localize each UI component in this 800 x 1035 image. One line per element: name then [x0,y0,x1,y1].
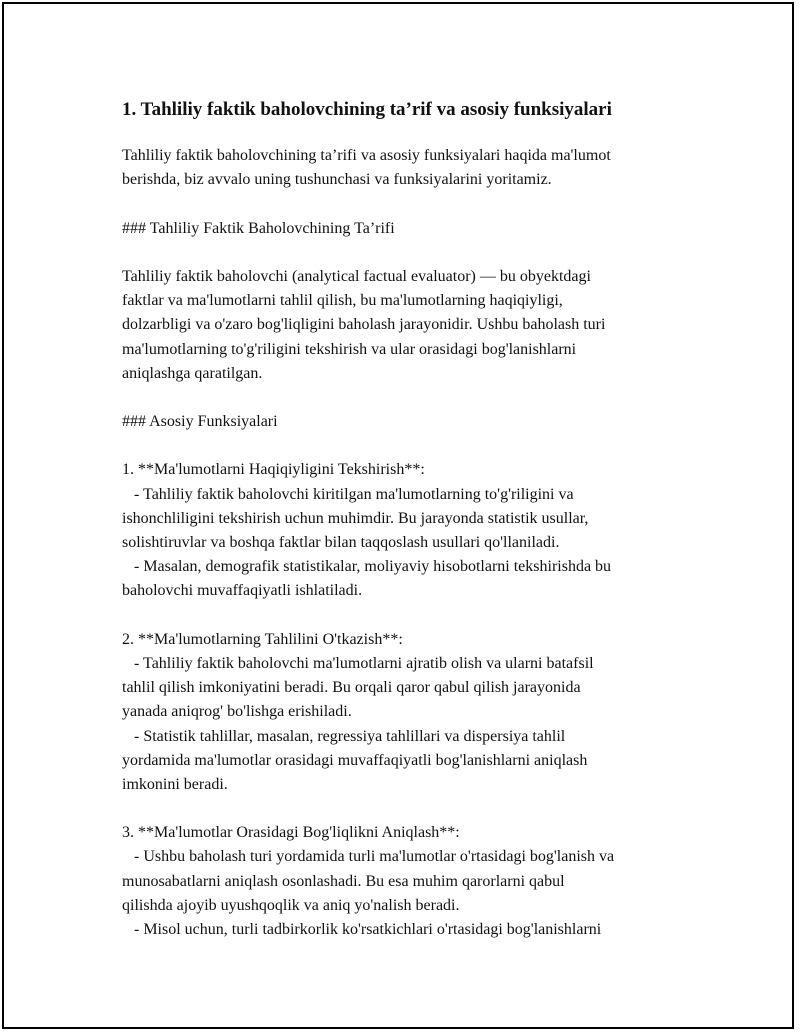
text-line: - Masalan, demografik statistikalar, moliyaviy hisobotlarni tekshirishda bu [122,558,612,576]
text-line: solishtiruvlar va boshqa faktlar bilan taqqoslash usullari qo'llaniladi. [122,534,560,551]
text-line: ### Asosiy Funksiyalari [122,413,278,431]
text-line: Tahliliy faktik baholovchining ta’rifi va asosiy funksiyalari haqida ma'lumot [122,147,611,164]
blank-line [122,434,702,458]
text-line: - Ushbu baholash turi yordamida turli ma'lumotlar o'rtasidagi bog'lanish va [122,848,615,866]
text-line: - Tahliliy faktik baholovchi ma'lumotlarni ajratib olish va ularni batafsil [122,654,594,672]
text-line: Tahliliy faktik baholovchi (analytical factual evaluator) — bu obyektdagi [122,267,591,285]
text-line: faktlar va ma'lumotlarni tahlil qilish, bu ma'lumotlarning haqiqiyligi, [122,292,563,310]
text-line: qilishda ajoyib uyushqoqlik va aniq yo'nalish beradi. [122,896,460,914]
text-line: munosabatlarni aniqlash osonlashadi. Bu esa muhim qarorlarni qabul [122,872,565,890]
text-line: - Statistik tahlillar, masalan, regressiya tahlillari va dispersiya tahlil [122,727,566,745]
text-line: tahlil qilish imkoniyatini beradi. Bu orqali qaror qabul qilish jarayonida [122,679,581,697]
text-line: - Misol uchun, turli tadbirkorlik ko'rsatkichlari o'rtasidagi bog'lanishlarni [122,921,602,938]
text-line: ma'lumotlarning to'g'riligini tekshirish va ular orasidagi bog'lanishlarni [122,340,577,358]
document-title: 1. Tahliliy faktik baholovchining ta’rif va asosiy funksiyalari [122,99,612,120]
text-line: ### Tahliliy Faktik Baholovchining Ta’rifi [122,219,395,237]
blank-line [122,241,702,265]
text-line: yordamida ma'lumotlar orasidagi muvaffaqiyatli bog'lanishlarni aniqlash [122,751,588,769]
document-page [2,2,794,1029]
blank-line [122,604,702,628]
text-line: 1. **Ma'lumotlarni Haqiqiyligini Tekshirish**: [122,461,425,479]
text-line: - Tahliliy faktik baholovchi kiritilgan ma'lumotlarning to'g'riligini va [122,485,574,503]
text-line: 3. **Ma'lumotlar Orasidagi Bog'liqlikni Aniqlash**: [122,824,460,842]
text-line: 2. **Ma'lumotlarning Tahlilini O'tkazish**: [122,630,403,648]
text-line: imkonini beradi. [122,775,228,793]
text-line: yanada aniqrog' bo'lishga erishiladi. [122,703,352,721]
text-line: aniqlashga qaratilgan. [122,364,263,382]
blank-line [122,386,702,410]
document-body [122,144,702,942]
text-line: baholovchi muvaffaqiyatli ishlatiladi. [122,582,363,600]
blank-line [122,797,702,821]
document-content [122,96,702,942]
blank-line [122,192,702,216]
text-line: ishonchliligini tekshirish uchun muhimdir. Bu jarayonda statistik usullar, [122,509,589,527]
text-line: berishda, biz avvalo uning tushunchasi va funksiyalarini yoritamiz. [122,171,552,189]
text-line: dolzarbligi va o'zaro bog'liqligini baholash jarayonidir. Ushbu baholash turi [122,316,606,334]
